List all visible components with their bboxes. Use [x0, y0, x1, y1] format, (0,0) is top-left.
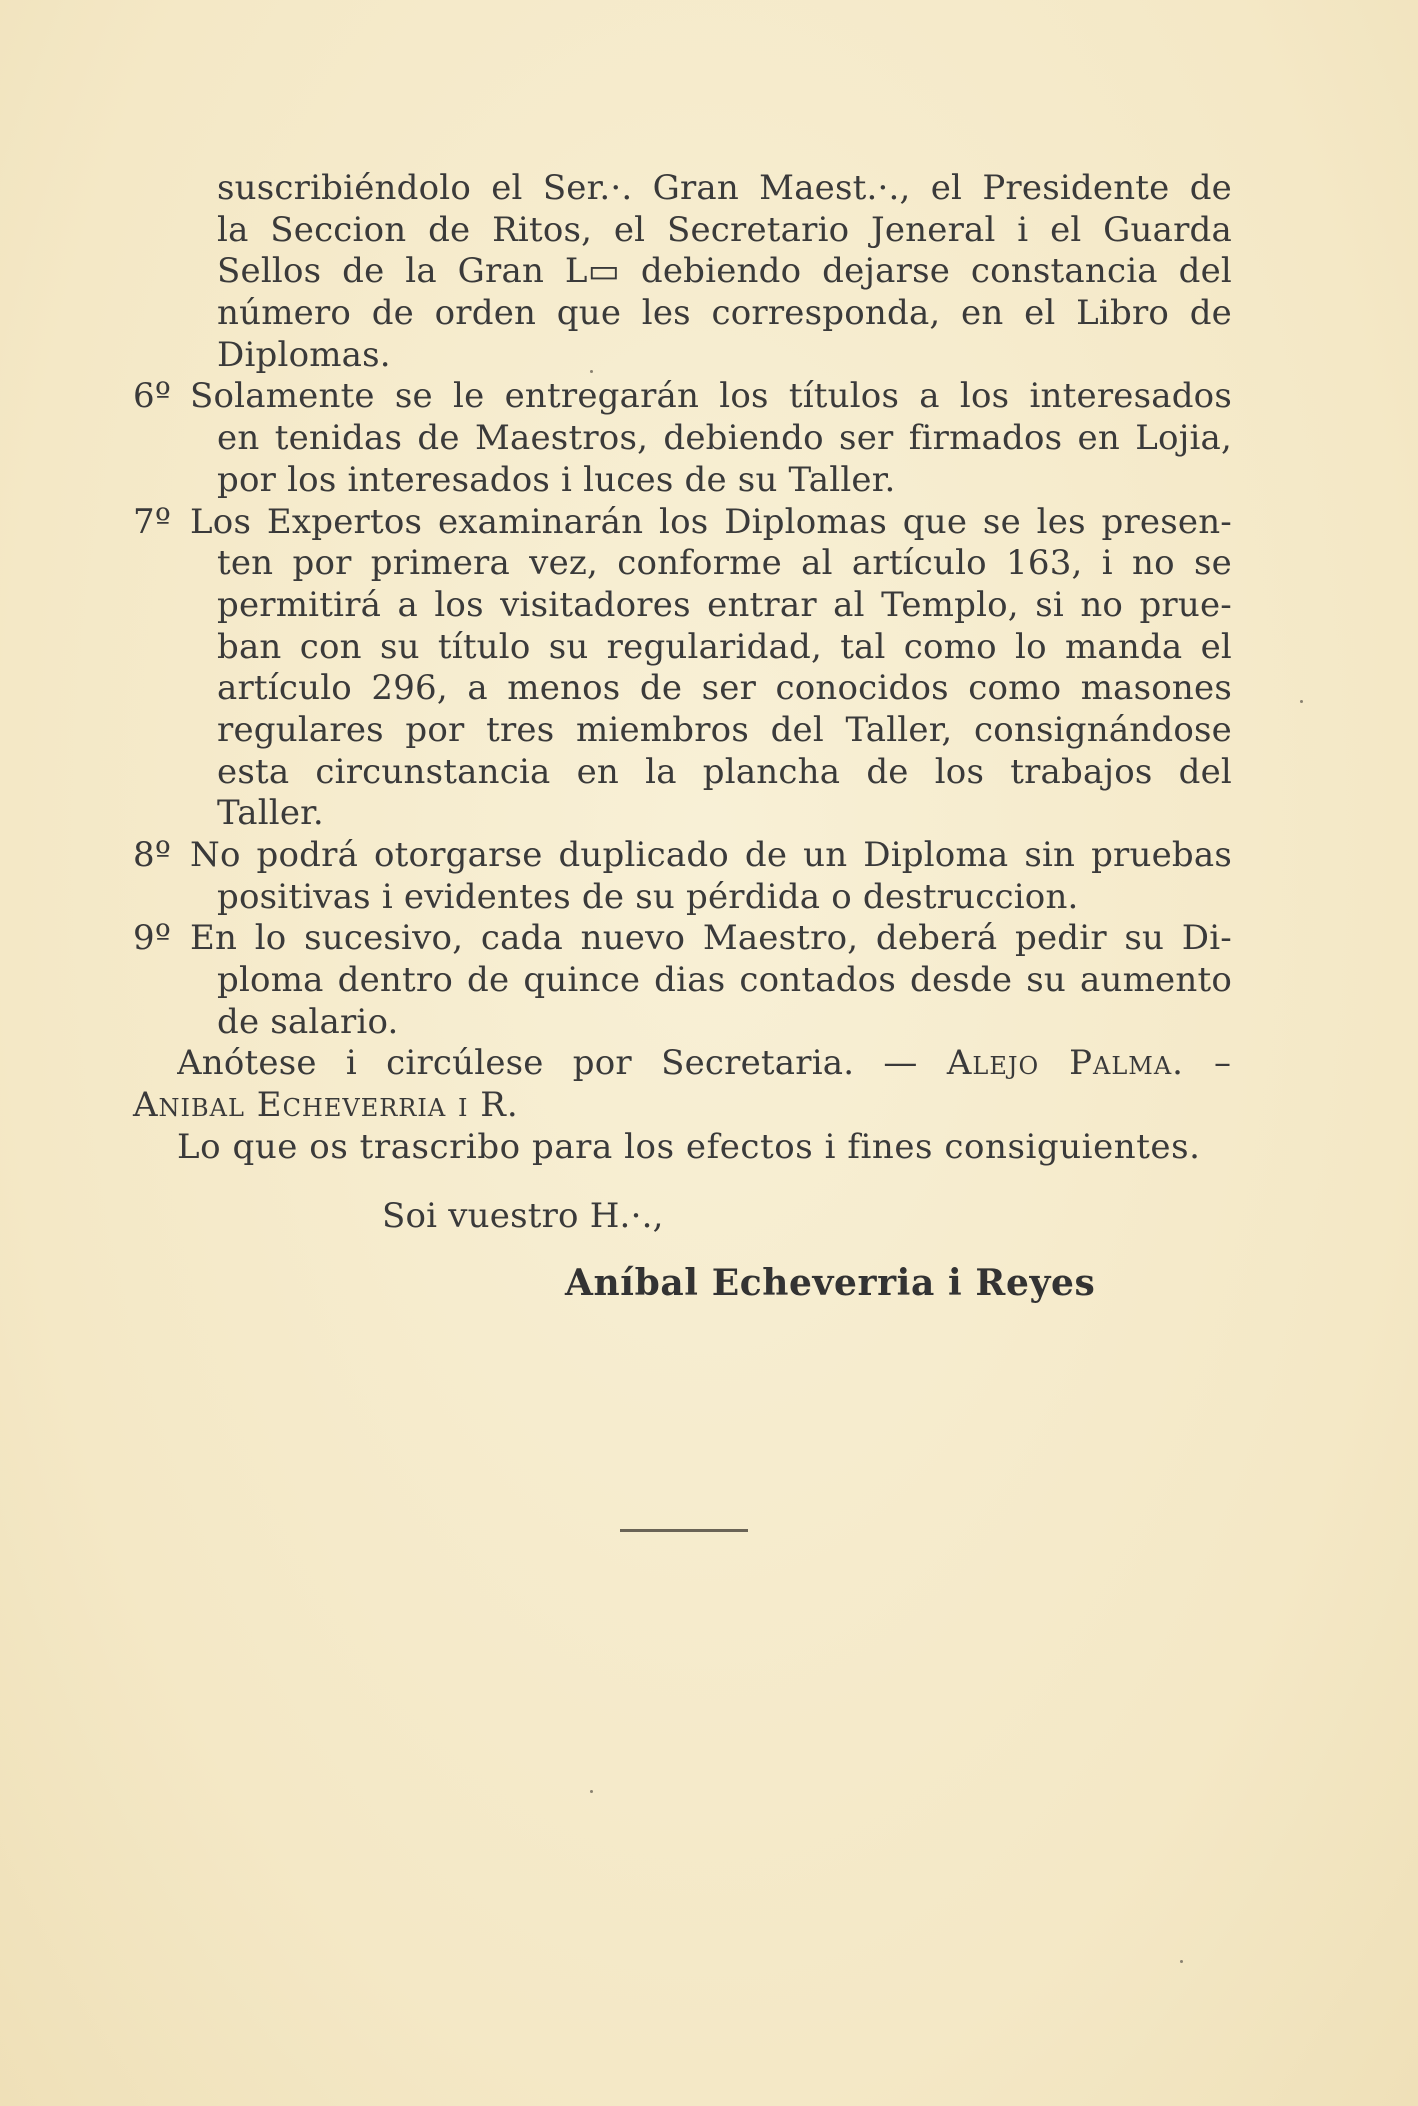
signature: Aníbal Echeverria i Reyes — [565, 1262, 1096, 1305]
text-line-content: permitirá a los visitadores entrar al Templo, si no prue- — [217, 584, 1232, 625]
item-number: 6º — [133, 376, 172, 417]
paper-speck — [590, 370, 593, 373]
text-line — [0, 210, 1418, 252]
closing-signers-line — [0, 1085, 1418, 1127]
paper-speck — [1180, 1960, 1183, 1963]
text-line — [0, 418, 1418, 460]
closing-salutation-line — [0, 1196, 1418, 1238]
text-line — [0, 293, 1418, 335]
closing-anotese-line — [0, 1043, 1418, 1085]
list-item-first-line — [0, 835, 1418, 877]
text-line-content: número de orden que les corresponda, en el Libro de — [217, 293, 1232, 334]
text-line — [0, 335, 1418, 377]
text-line — [0, 960, 1418, 1002]
item-number: 7º — [133, 501, 172, 542]
text-line-content: Diplomas. — [217, 334, 391, 375]
text-line-content: No podrá otorgarse duplicado de un Diploma sin pruebas — [190, 835, 1232, 875]
text-line-content: Los Expertos examinarán los Diplomas que se les presen- — [190, 501, 1232, 542]
text-line-content: la Seccion de Ritos, el Secretario Jeneral i el Guarda — [217, 209, 1232, 250]
text-line-content: Sellos de la Gran L▭ debiendo dejarse constancia del — [217, 251, 1232, 292]
text-line — [0, 168, 1418, 210]
text-line-content: ploma dentro de quince dias contados desde su aumento — [217, 960, 1232, 1001]
body-text — [0, 168, 1418, 1305]
list-item-first-line — [0, 502, 1418, 544]
text-line-content: regulares por tres miembros del Taller, consignándose — [217, 709, 1232, 750]
text-line-content: ban con su título su regularidad, tal como lo manda el — [217, 626, 1232, 667]
text-line-content: suscribiéndolo el Ser.·. Gran Maest.·., el Presidente de — [217, 168, 1232, 208]
item-number: 8º — [133, 835, 172, 875]
signer-name-palma: Alejo Palma. – — [946, 1043, 1232, 1084]
text-line-content: de salario. — [217, 1001, 399, 1042]
item-number: 9º — [133, 918, 172, 959]
text-line — [0, 877, 1418, 919]
text-line-content: artículo 296, a menos de ser conocidos como masones — [217, 668, 1232, 709]
signature-line — [0, 1263, 1418, 1305]
salutation: Soi vuestro H.·., — [382, 1195, 664, 1236]
text-line-content: En lo sucesivo, cada nuevo Maestro, deberá pedir su Di- — [190, 918, 1232, 959]
text-line — [0, 627, 1418, 669]
anotese-main: Anótese i circúlese por Secretaria. — — [177, 1043, 947, 1084]
end-rule — [620, 1529, 748, 1532]
text-line — [0, 668, 1418, 710]
text-line — [0, 1002, 1418, 1044]
list-item-first-line — [0, 918, 1418, 960]
text-line — [0, 793, 1418, 835]
text-line-content: esta circunstancia en la plancha de los trabajos del — [217, 751, 1232, 792]
spacer — [0, 1237, 1418, 1263]
spacer — [0, 1169, 1418, 1196]
text-line-content: por los interesados i luces de su Taller. — [217, 459, 896, 500]
text-line — [0, 543, 1418, 585]
paper-speck — [1300, 700, 1303, 703]
text-line — [0, 752, 1418, 794]
text-line-content: ten por primera vez, conforme al artículo 163, i no se — [217, 543, 1232, 584]
closing-trascribo-line — [0, 1127, 1418, 1169]
text-line — [0, 585, 1418, 627]
text-line-content: positivas i evidentes de su pérdida o destruccion. — [217, 876, 1079, 917]
text-line — [0, 710, 1418, 752]
paper-speck — [590, 1790, 593, 1793]
text-line — [0, 251, 1418, 293]
anotese-text — [177, 1043, 1232, 1085]
text-line-content: Taller. — [217, 793, 324, 834]
text-line — [0, 460, 1418, 502]
signer-name-echeverria: Anibal Echeverria i R. — [133, 1085, 519, 1126]
text-line-content: en tenidas de Maestros, debiendo ser firmados en Lojia, — [217, 418, 1232, 459]
trascribo-text: Lo que os trascribo para los efectos i fines consiguientes. — [177, 1126, 1201, 1167]
list-item-first-line — [0, 376, 1418, 418]
text-line-content: Solamente se le entregarán los títulos a los interesados — [190, 376, 1232, 417]
